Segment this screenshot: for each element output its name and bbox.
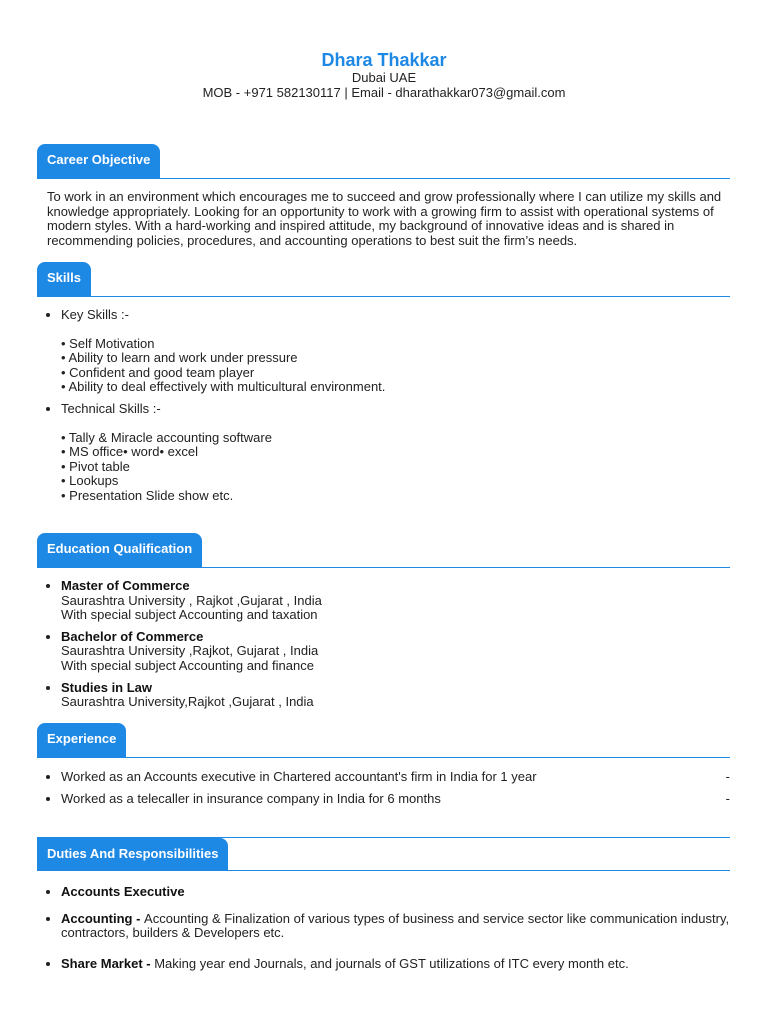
duty-item: [61, 912, 730, 941]
tech-skill: • MS office• word• excel: [61, 444, 198, 460]
experience-dash: -: [725, 769, 730, 784]
degree-subject: With special subject Accounting and finance: [61, 657, 314, 673]
experience-section: [37, 723, 730, 806]
duty-role: Accounts Executive: [61, 884, 185, 899]
key-skill: • Ability to learn and work under pressure: [61, 350, 298, 366]
experience-text: • Worked as a telecaller in insurance company in India for 6 months: [61, 790, 441, 806]
technical-skills-item: [61, 402, 730, 504]
education-header: [37, 533, 730, 568]
candidate-contact: MOB - +971 582130117 | Email - dharathakkar073@gmail.com: [202, 85, 566, 100]
duty-label: Accounting -: [61, 910, 145, 926]
career-header: [37, 144, 730, 179]
tech-skill: • Presentation Slide show etc.: [61, 487, 234, 503]
education-item: [61, 681, 730, 710]
experience-text: • Worked as an Accounts executive in Chartered accountant's firm in India for 1 year: [61, 769, 537, 784]
technical-skills-label: • Technical Skills :-: [61, 400, 161, 416]
candidate-name: Dhara Thakkar: [321, 50, 447, 70]
candidate-city: Dubai UAE: [351, 70, 417, 85]
skills-title: Skills: [37, 262, 91, 296]
degree-university: Saurashtra University , Rajkot ,Gujarat , India: [61, 592, 322, 608]
resume-header: [0, 0, 768, 100]
career-title: Career Objective: [37, 144, 160, 178]
duties-header: [37, 838, 730, 871]
degree-subject: With special subject Accounting and taxation: [61, 607, 318, 623]
degree-name: • Bachelor of Commerce: [61, 628, 204, 644]
key-skill: • Confident and good team player: [61, 364, 255, 380]
experience-header: [37, 723, 730, 758]
career-text: To work in an environment which encourages me to succeed and grow professionally where I can utilize my skills and knowledge appropriately. Looking for an opportunity to work with a growing firm to assist with operational systems of modern styles. With a hard-working and inspired attitude, my background of innovative ideas and is shared in recommending policies, procedures, and accounting operations to best suit the firm’s needs.: [47, 189, 722, 248]
duty-text: Making year end Journals, and journals of GST utilizations of ITC every month etc.: [154, 955, 629, 971]
degree-name: • Studies in Law: [61, 679, 153, 695]
experience-title: Experience: [37, 723, 126, 757]
experience-item: [61, 770, 730, 785]
duties-title: Duties And Responsibilities: [37, 838, 228, 870]
duty-role-item: [61, 885, 730, 900]
duty-text: Accounting & Finalization of various types of business and service sector like communication industry, contractors, builders & Developers etc.: [61, 910, 730, 941]
degree-name: • Master of Commerce: [61, 578, 190, 593]
experience-item: [61, 792, 730, 807]
duties-section: [37, 837, 730, 971]
key-skill: • Ability to deal effectively with multicultural environment.: [61, 379, 386, 395]
education-section: [37, 533, 730, 710]
duty-label: Share Market -: [61, 955, 155, 971]
education-item: [61, 579, 730, 623]
skills-header: [37, 262, 730, 297]
key-skill: • Self Motivation: [61, 335, 155, 351]
tech-skill: • Lookups: [61, 473, 119, 489]
tech-skill: • Pivot table: [61, 458, 130, 474]
education-item: [61, 630, 730, 674]
education-title: Education Qualification: [37, 533, 202, 567]
duty-item: [61, 957, 730, 972]
career-section: [37, 144, 730, 248]
key-skills-item: [61, 308, 730, 395]
key-skills-label: • Key Skills :-: [61, 307, 129, 322]
experience-dash: -: [725, 790, 730, 806]
degree-university: Saurashtra University ,Rajkot, Gujarat , India: [61, 643, 319, 659]
skills-section: [37, 262, 730, 504]
degree-university: Saurashtra University,Rajkot ,Gujarat , India: [61, 694, 314, 710]
tech-skill: • Tally & Miracle accounting software: [61, 429, 272, 445]
